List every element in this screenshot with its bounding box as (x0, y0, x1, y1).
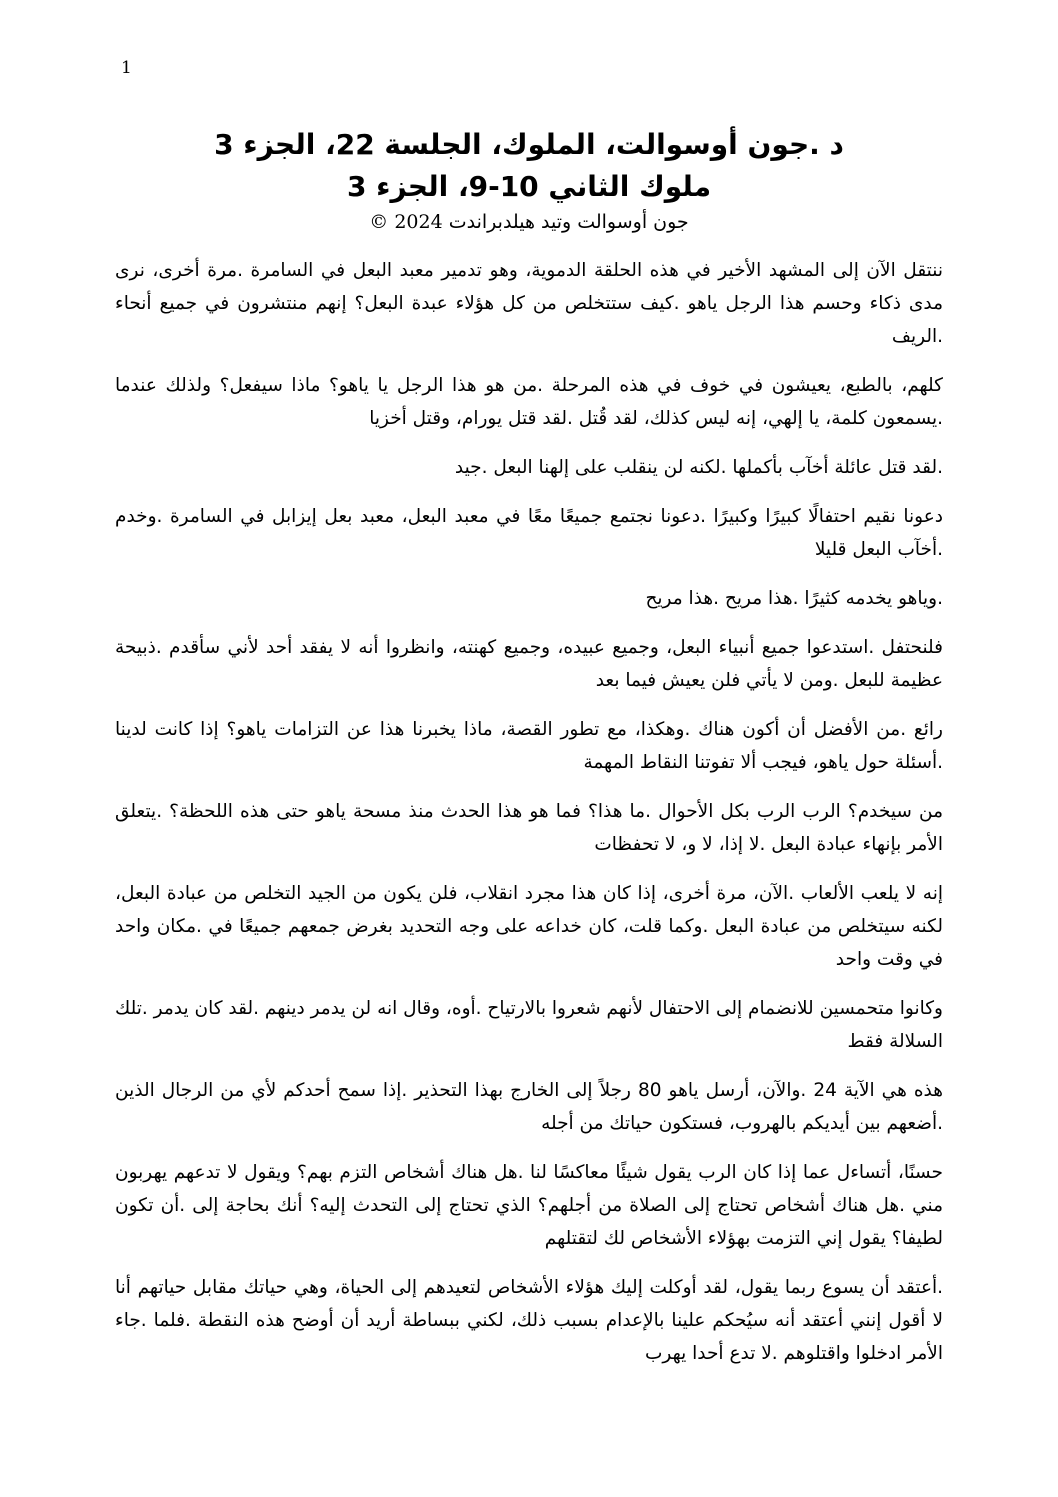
document-body (115, 124, 943, 1386)
paragraph-8: من سيخدم؟ الرب الرب بكل الأحوال .ما هذا؟ فما هو هذا الحدث منذ مسحة ياهو حتى هذه اللحظة؟ .يتعلق الأمر بإنهاء عبادة البعل .لا إذا، لا و، لا تحفظات (115, 801, 943, 855)
paragraph-1: ننتقل الآن إلى المشهد الأخير في هذه الحلقة الدموية، وهو تدمير معبد البعل في السامرة .مرة أخرى، نرى مدى ذكاء وحسم هذا الرجل ياهو .كيف ستتخلص من كل هؤلاء عبدة البعل؟ إنهم منتشرون في جميع أنحاء .الريف (115, 260, 943, 347)
paragraph-11: هذه هي الآية 24 .والآن، أرسل ياهو 80 رجلاً إلى الخارج بهذا التحذير .إذا سمح أحدكم لأي من الرجال الذين .أضعهم بين أيديكم بالهروب، فستكون حياتك من أجله (115, 1080, 943, 1134)
copyright-notice: جون أوسوالت وتيد هيلدبراندت 2024 © (369, 211, 689, 233)
paragraph-6: فلنحتفل .استدعوا جميع أنبياء البعل، وجميع عبيده، وجميع كهنته، وانظروا أنه لا يفقد أحد لأني سأقدم .ذبيحة عظيمة للبعل .ومن لا يأتي فلن يعيش فيما بعد (115, 637, 943, 691)
document-title-line-2: ملوك الثاني 10-9، الجزء 3 (346, 170, 712, 203)
paragraph-4: دعونا نقيم احتفالًا كبيرًا وكبيرًا .دعونا نجتمع جميعًا معًا في معبد البعل، معبد بعل إيزابل في السامرة .وخدم .أخآب البعل قليلا (115, 506, 943, 560)
page-number: 1 (121, 58, 132, 78)
document-title-line-1: د .جون أوسوالت، الملوك، الجلسة 22، الجزء 3 (214, 128, 844, 161)
paragraph-9: إنه لا يلعب الألعاب .الآن، مرة أخرى، إذا كان هذا مجرد انقلاب، فلن يكون من الجيد التخلص من عبادة البعل، لكنه سيتخلص من عبادة البعل .وكما قلت، كان خداعه على وجه التحديد بغرض جمعهم جميعًا في .مكان واحد في وقت واحد (115, 883, 943, 970)
paragraph-10: وكانوا متحمسين للانضمام إلى الاحتفال لأنهم شعروا بالارتياح .أوه، وقال انه لن يدمر دينهم .لقد كان يدمر .تلك السلالة فقط (115, 998, 943, 1052)
paragraph-3: .لقد قتل عائلة أخآب بأكملها .لكنه لن ينقلب على إلهنا البعل .جيد (454, 457, 943, 478)
paragraph-13: .أعتقد أن يسوع ربما يقول، لقد أوكلت إليك هؤلاء الأشخاص لتعيدهم إلى الحياة، وهي حياتك مقابل حياتهم أنا لا أقول إنني أعتقد أنه سيُحكم علينا بالإعدام بسبب ذلك، لكني ببساطة أريد أن أوضح هذه النقطة .فلما .جاء الأمر ادخلوا واقتلوهم .لا تدع أحدا يهرب (115, 1277, 943, 1364)
paragraph-5: .وياهو يخدمه كثيرًا .هذا مريح .هذا مريح (645, 588, 943, 609)
paragraph-2: كلهم، بالطبع، يعيشون في خوف في هذه المرحلة .من هو هذا الرجل يا ياهو؟ ماذا سيفعل؟ ولذلك عندما .يسمعون كلمة، يا إلهي، إنه ليس كذلك، لقد قُتل .لقد قتل يورام، وقتل أخزيا (115, 375, 943, 429)
paragraph-7: رائع .من الأفضل أن أكون هناك .وهكذا، مع تطور القصة، ماذا يخبرنا هذا عن التزامات ياهو؟ إذا كانت لدينا .أسئلة حول ياهو، فيجب ألا تفوتنا النقاط المهمة (115, 719, 943, 773)
paragraph-12: حسنًا، أتساءل عما إذا كان الرب يقول شيئًا معاكسًا لنا .هل هناك أشخاص التزم بهم؟ ويقول لا تدعهم يهربون مني .هل هناك أشخاص تحتاج إلى الصلاة من أجلهم؟ الذي تحتاج إلى التحدث إليه؟ أنك بحاجة إلى .أن تكون لطيفا؟ يقول إني التزمت بهؤلاء الأشخاص لك لتقتلهم (115, 1162, 943, 1249)
transcript-text (115, 254, 943, 1370)
